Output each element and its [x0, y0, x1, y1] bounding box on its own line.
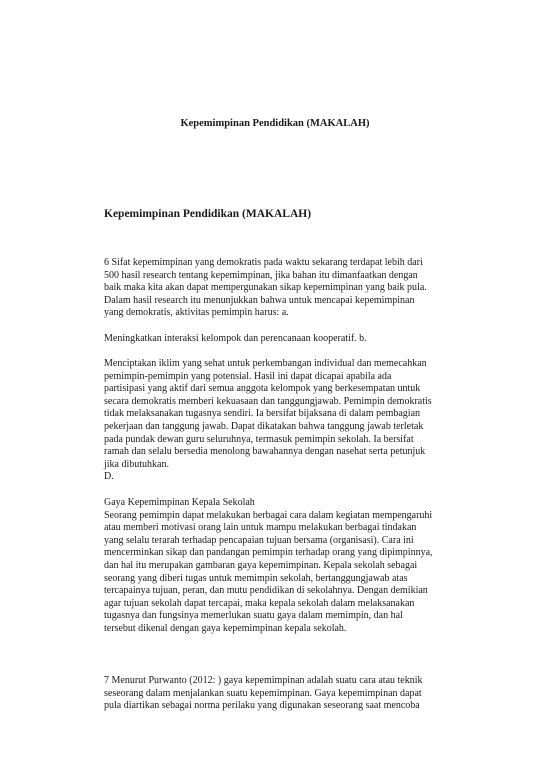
document-heading: Kepemimpinan Pendidikan (MAKALAH) [104, 208, 312, 220]
paragraph-interaksi-kelompok: Meningkatkan interaksi kelompok dan perencanaan kooperatif. b. [104, 333, 367, 344]
paragraph-iklim-sehat: Menciptakan iklim yang sehat untuk perkembangan individual dan memecahkan pemimpin-pemimpin yang potensial. Hasil ini dapat dicapai apabila ada partisipasi yang aktif dari semua anggota kelompok yang berkesempatan untuk secara demokratis memberi kekuasaan dan tanggungjawab. Pemimpin demokratis tidak melaksanakan tugasnya sendiri. Ia bersifat bijaksana di dalam pembagian pekerjaan dan tanggung jawab. Dapat dikatakan bahwa tanggung jawab terletak pada pundak dewan guru seluruhnya, termasuk pemimpin sekolah. Ia bersifat ramah dan selalu bersedia menolong bawahannya dengan nasehat serta petunjuk jika dibutuhkan. D. [104, 358, 432, 483]
paragraph-gaya-kepemimpinan: Gaya Kepemimpinan Kepala Sekolah Seorang pemimpin dapat melakukan berbagai cara dalam kegiatan mempengaruhi atau memberi motivasi orang lain untuk mampu melakukan berbagai tindakan yang selalu terarah terhadap pencapaian tujuan bersama (organisasi). Cara ini mencerminkan sikap dan pandangan pemimpin terhadap orang yang dipimpinnya, dan hal itu merupakan gambaran gaya kepemimpinan. Kepala sekolah sebagai seorang yang diberi tugas untuk memimpin sekolah, bertanggungjawab atas tercapainya tujuan, peran, dan mutu pendidikan di sekolahnya. Dengan demikian agar tujuan sekolah dapat tercapai, maka kepala sekolah dalam melaksanakan tugasnya dan fungsinya memerlukan suatu gaya dalam memimpin, dan hal tersebut dikenal dengan gaya kepemimpinan kepala sekolah. [104, 497, 433, 634]
page-header-title: Kepemimpinan Pendidikan (MAKALAH) [180, 118, 370, 129]
paragraph-sifat-kepemimpinan: 6 Sifat kepemimpinan yang demokratis pada waktu sekarang terdapat lebih dari 500 hasil research tentang kepemimpinan, jika bahan itu dimanfaatkan dengan baik maka kita akan dapat mempergunakan sikap kepemimpinan yang baik pula. Dalam hasil research itu menunjukkan bahwa untuk mencapai kepemimpinan yang demokratis, aktivitas pemimpin harus: a. [104, 257, 427, 319]
paragraph-menurut-purwanto: 7 Menurut Purwanto (2012: ) gaya kepemimpinan adalah suatu cara atau teknik seseorang dalam menjalankan suatu kepemimpinan. Gaya kepemimpinan dapat pula diartikan sebagai norma perilaku yang digunakan seseorang saat mencoba [104, 675, 423, 712]
